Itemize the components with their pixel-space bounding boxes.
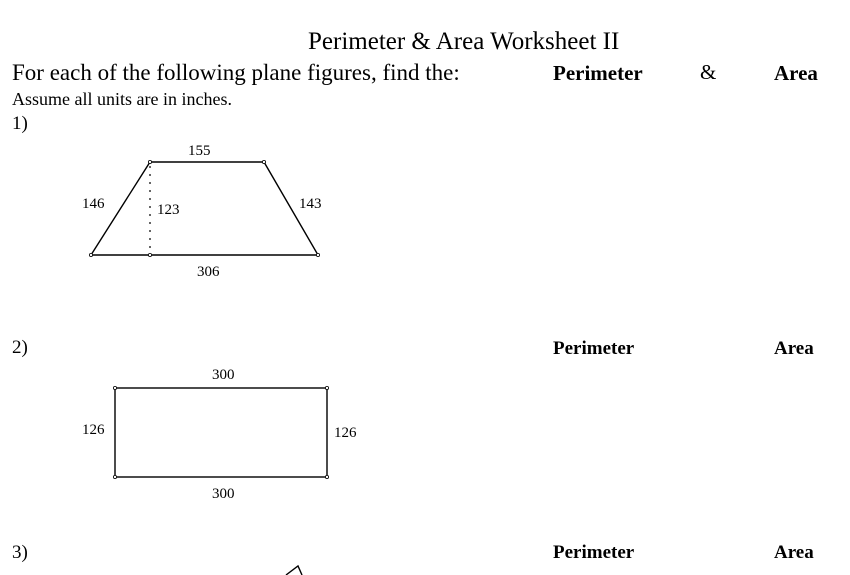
rectangle-outline xyxy=(115,388,327,477)
rectangle-left-label: 126 xyxy=(82,422,105,438)
vertex-dot xyxy=(148,160,151,163)
trapezoid-left-label: 146 xyxy=(82,196,105,212)
units-assumption: Assume all units are in inches. xyxy=(12,89,232,109)
problem-2-perimeter-label: Perimeter xyxy=(553,338,635,359)
vertex-dot xyxy=(89,253,92,256)
vertex-dot xyxy=(262,160,265,163)
header-perimeter-label: Perimeter xyxy=(553,61,643,85)
problem-3-figure-partial xyxy=(286,566,302,575)
page-title: Perimeter & Area Worksheet II xyxy=(308,28,620,55)
instructions: For each of the following plane figures, find the: xyxy=(12,60,460,85)
rectangle-top-label: 300 xyxy=(212,367,235,383)
trapezoid-figure xyxy=(82,143,322,280)
header-area-label: Area xyxy=(774,61,818,85)
trapezoid-outline xyxy=(91,162,318,255)
vertex-dot xyxy=(148,253,151,256)
problem-1-number: 1) xyxy=(12,113,28,134)
header-ampersand: & xyxy=(700,60,717,84)
trapezoid-height-label: 123 xyxy=(157,202,180,218)
problem-2-area-label: Area xyxy=(774,338,814,359)
problem-3-perimeter-label: Perimeter xyxy=(553,542,635,563)
vertex-dot xyxy=(316,253,319,256)
vertex-dot xyxy=(325,475,328,478)
vertex-dot xyxy=(113,475,116,478)
trapezoid-right-label: 143 xyxy=(299,196,322,212)
trapezoid-top-label: 155 xyxy=(188,143,211,159)
rectangle-figure xyxy=(82,367,357,502)
problem-3-area-label: Area xyxy=(774,542,814,563)
problem-2-number: 2) xyxy=(12,337,28,358)
vertex-dot xyxy=(325,386,328,389)
trapezoid-bottom-label: 306 xyxy=(197,264,220,280)
partial-figure-outline xyxy=(286,566,302,575)
rectangle-right-label: 126 xyxy=(334,425,357,441)
rectangle-bottom-label: 300 xyxy=(212,486,235,502)
problem-3-number: 3) xyxy=(12,542,28,563)
vertex-dot xyxy=(113,386,116,389)
